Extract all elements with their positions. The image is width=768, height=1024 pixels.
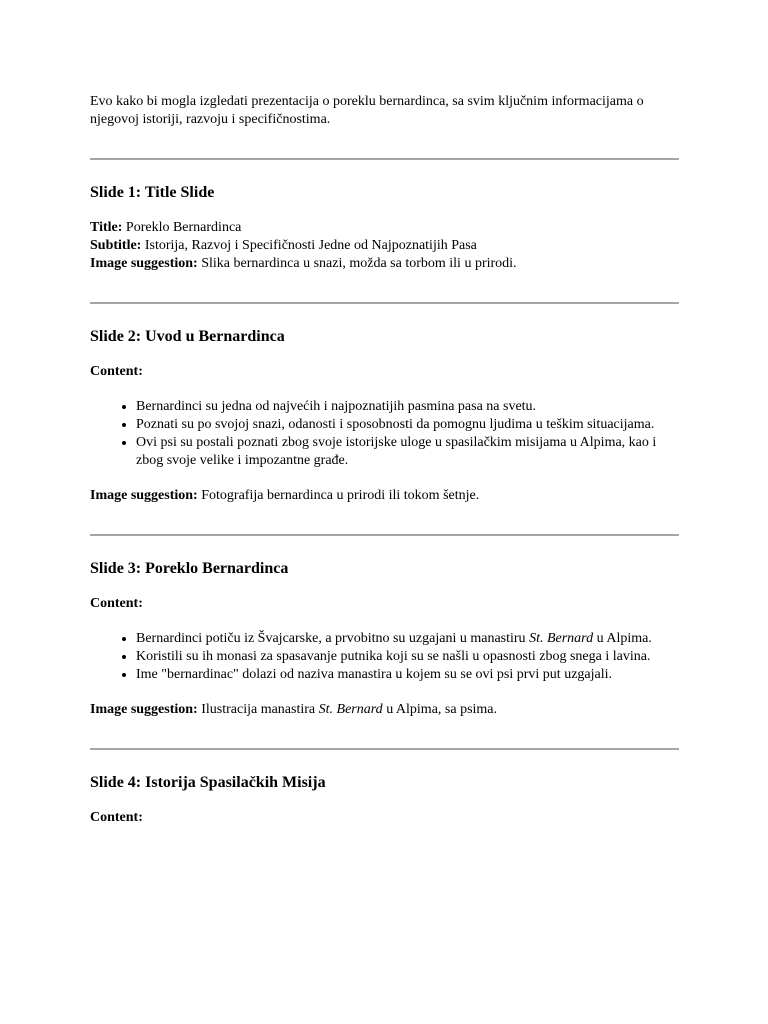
divider bbox=[90, 748, 679, 750]
subtitle-label: Subtitle: bbox=[90, 238, 142, 253]
divider bbox=[90, 158, 679, 160]
image-suggestion-value: Fotografija bernardinca u prirodi ili tokom šetnje. bbox=[197, 488, 480, 503]
slide-4-content-label: Content: bbox=[90, 810, 143, 825]
divider bbox=[90, 302, 679, 304]
intro-paragraph: Evo kako bi mogla izgledati prezentacija o poreklu bernardinca, sa svim ključnim informacijama o njegovoj istoriji, razvoju i specifičnostima. bbox=[90, 94, 644, 127]
bullet-text: u Alpima. bbox=[593, 631, 652, 646]
list-item: • Ovi psi su postali poznati zbog svoje istorijske uloge u spasilačkim misijama u Alpima, kao i zbog svoje velike i impozantne građe. bbox=[136, 434, 680, 470]
title-label: Title: bbox=[90, 220, 123, 235]
title-value: Poreklo Bernardinca bbox=[122, 220, 242, 235]
image-suggestion-value: u Alpima, sa psima. bbox=[382, 702, 498, 717]
image-suggestion-label: Image suggestion: bbox=[90, 702, 198, 717]
slide-1-title-line bbox=[90, 219, 680, 237]
slide-4-heading: Slide 4: Istorija Spasilačkih Misija bbox=[90, 774, 326, 791]
image-suggestion-emphasis: St. Bernard bbox=[318, 702, 383, 717]
slide-3-image-line bbox=[90, 701, 680, 719]
slide-2-heading: Slide 2: Uvod u Bernardinca bbox=[90, 328, 285, 345]
list-item: • Koristili su ih monasi za spasavanje putnika koji su se našli u opasnosti zbog snega i lavina. bbox=[136, 648, 680, 666]
slide-3-bullet-list bbox=[90, 630, 680, 684]
slide-1-subtitle-line bbox=[90, 237, 680, 255]
document-body bbox=[90, 93, 680, 844]
subtitle-value: Istorija, Razvoj i Specifičnosti Jedne od Najpoznatijih Pasa bbox=[141, 238, 477, 253]
list-item bbox=[136, 630, 680, 648]
image-suggestion-value: Ilustracija manastira bbox=[197, 702, 319, 717]
bullet-text: Bernardinci potiču iz Švajcarske, a prvobitno su uzgajani u manastiru bbox=[136, 631, 530, 646]
slide-2-image-line bbox=[90, 487, 680, 505]
list-item: • Ime "bernardinac" dolazi od naziva manastira u kojem su se ovi psi prvi put uzgajali. bbox=[136, 666, 680, 684]
slide-3-heading: Slide 3: Poreklo Bernardinca bbox=[90, 560, 289, 577]
slide-2-content-label: Content: bbox=[90, 364, 143, 379]
image-suggestion-label: Image suggestion: bbox=[90, 488, 198, 503]
list-item: • Bernardinci su jedna od najvećih i najpoznatijih pasmina pasa na svetu. bbox=[136, 398, 680, 416]
slide-1-details bbox=[90, 219, 680, 273]
bullet-emphasis: St. Bernard bbox=[529, 631, 594, 646]
slide-2-bullet-list bbox=[90, 398, 680, 470]
divider bbox=[90, 534, 679, 536]
slide-3-content-label: Content: bbox=[90, 596, 143, 611]
slide-1-heading: Slide 1: Title Slide bbox=[90, 184, 215, 201]
slide-1-image-line bbox=[90, 255, 680, 273]
image-suggestion-label: Image suggestion: bbox=[90, 256, 198, 271]
image-suggestion-value: Slika bernardinca u snazi, možda sa torbom ili u prirodi. bbox=[197, 256, 517, 271]
list-item: • Poznati su po svojoj snazi, odanosti i sposobnosti da pomognu ljudima u teškim situacijama. bbox=[136, 416, 680, 434]
